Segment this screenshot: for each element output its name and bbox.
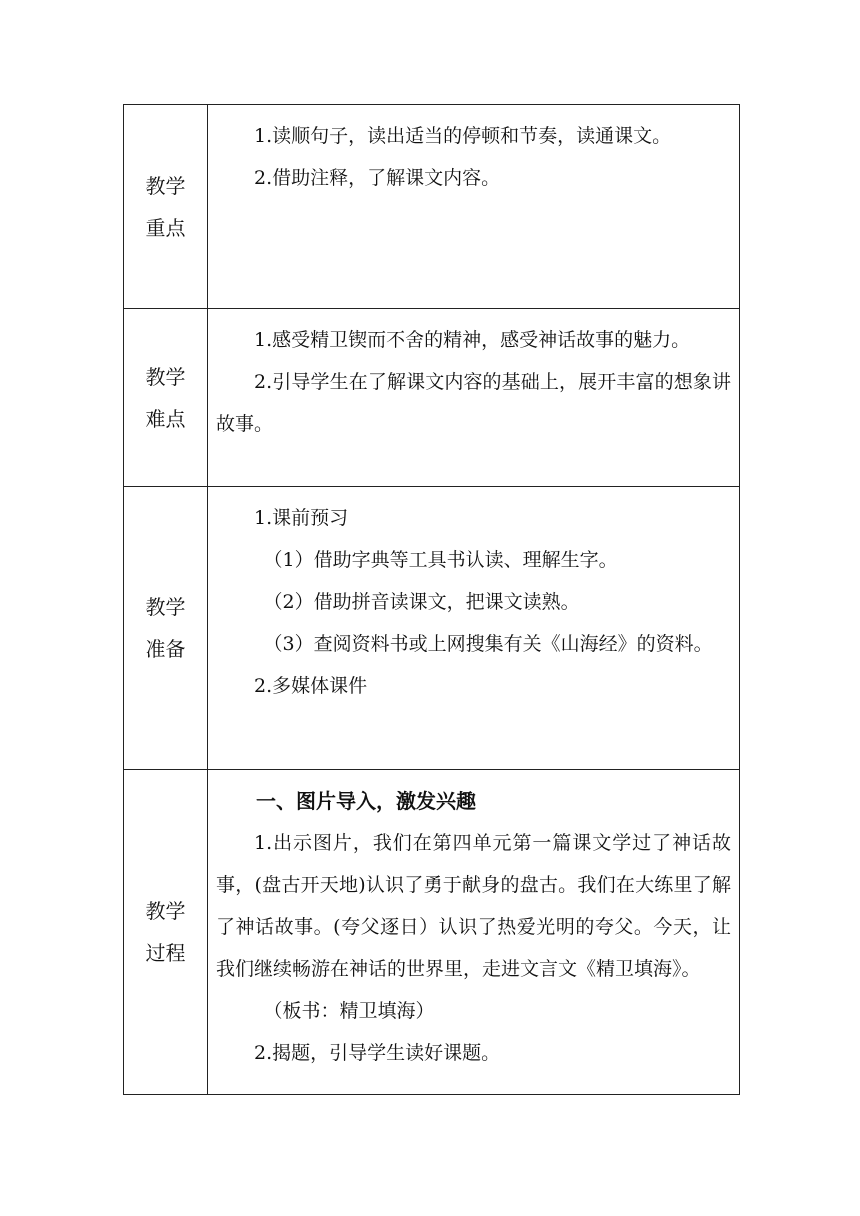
row-label-difficulties [124,309,208,487]
content-paragraph: 1.课前预习 [254,507,349,529]
row-label-key-points [124,105,208,309]
row-content-difficulties [208,309,740,487]
content-paragraph: 1.读顺句子，读出适当的停顿和节奏，读通课文。 [254,125,672,147]
content-paragraph: （1）借助字典等工具书认读、理解生字。 [263,549,618,571]
content-paragraph: 2.引导学生在了解课文内容的基础上，展开丰富的想象讲故事。 [216,371,731,435]
table-row-key-points [124,105,740,309]
content-paragraph: 2.揭题，引导学生读好课题。 [254,1042,501,1064]
row-label-preparation [124,487,208,770]
label-line: 准备 [145,637,186,661]
row-content-process [208,770,740,1095]
content-paragraph: 1.出示图片，我们在第四单元第一篇课文学过了神话故事，(盘古开天地)认识了勇于献身的盘古。我们在大练里了解了神话故事。(夸父逐日）认识了热爱光明的夸父。今天，让我们继续畅游在神话的世界里，走进文言文《精卫填海》。 [216,832,731,980]
row-content-key-points [208,105,740,309]
label-line: 教学 [145,899,186,923]
content-paragraph: 1.感受精卫锲而不舍的精神，感受神话故事的魅力。 [254,329,691,351]
section-heading: 一、图片导入，激发兴趣 [256,789,476,813]
row-label-process [124,770,208,1095]
content-paragraph: （3）查阅资料书或上网搜集有关《山海经》的资料。 [263,633,713,655]
content-paragraph: 2.多媒体课件 [254,675,368,697]
label-line: 重点 [145,215,186,240]
content-paragraph: 2.借助注释，了解课文内容。 [254,167,501,189]
lesson-plan-table [123,104,740,1095]
label-line: 教学 [145,173,186,198]
label-line: 教学 [145,595,186,619]
label-line: 过程 [145,941,186,965]
content-paragraph: （板书：精卫填海） [263,1000,435,1022]
label-line: 难点 [145,406,186,431]
row-content-preparation [208,487,740,770]
content-paragraph: （2）借助拼音读课文，把课文读熟。 [263,591,580,613]
label-line: 教学 [145,364,186,389]
table-row-difficulties [124,309,740,487]
table-row-process [124,770,740,1095]
table-row-preparation [124,487,740,770]
